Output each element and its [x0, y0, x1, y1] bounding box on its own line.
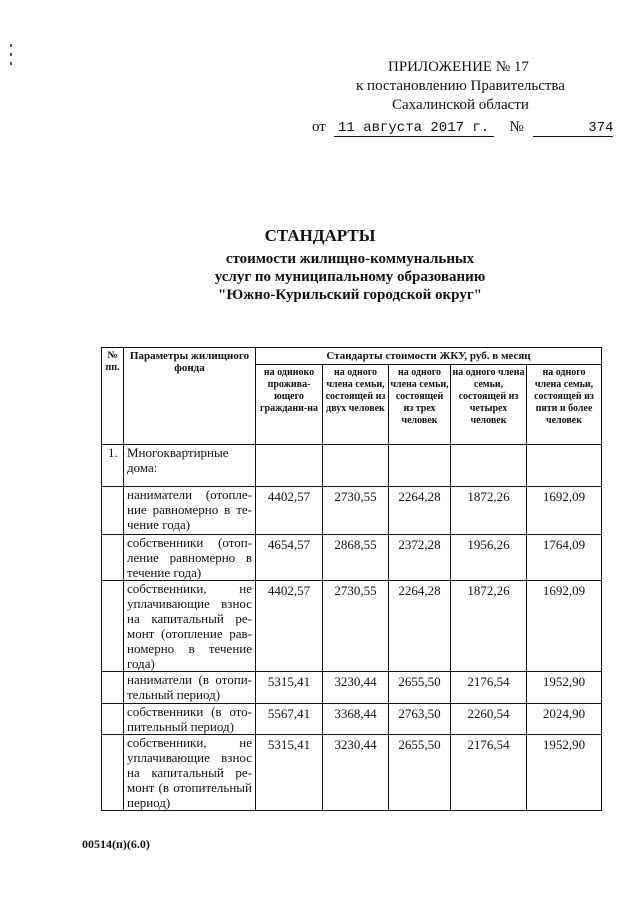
- subheader-single: на одиноко прожива-ющего граждани-на: [256, 365, 323, 445]
- table-row: [102, 581, 602, 672]
- section-label: Многоквартирные дома:: [124, 445, 256, 487]
- value-cell: 1872,26: [451, 487, 527, 535]
- value-cell: 4402,57: [256, 581, 323, 672]
- value-cell: 5315,41: [256, 672, 323, 704]
- subtitle-line-3: "Южно-Курильский городской округ": [218, 287, 482, 303]
- section-row: [102, 445, 602, 487]
- value-cell: 2024,90: [527, 704, 602, 735]
- number-label: №: [509, 119, 524, 135]
- appendix-resolution: к постановлению Правительства: [356, 78, 565, 94]
- value-cell: 1952,90: [527, 735, 602, 811]
- value-cell: 3230,44: [323, 672, 389, 704]
- table-row: [102, 704, 602, 735]
- row-label: собственники, не уплачивающие взнос на капитальный ре-монт (в отопительный период): [124, 735, 256, 811]
- header-num: № пп.: [102, 348, 124, 445]
- subheader-two: на одного члена семьи, состоящей из двух человек: [323, 365, 389, 445]
- value-cell: 4654,57: [256, 535, 323, 581]
- subheader-three: на одного члена семьи, состоящей из трех человек: [389, 365, 451, 445]
- value-cell: 2730,55: [323, 487, 389, 535]
- value-cell: 2264,28: [389, 581, 451, 672]
- appendix-region: Сахалинской области: [392, 97, 529, 113]
- header-params: Параметры жилищного фонда: [124, 348, 256, 445]
- value-cell: 3230,44: [323, 735, 389, 811]
- document-title: СТАНДАРТЫ: [264, 226, 376, 245]
- appendix-number: ПРИЛОЖЕНИЕ № 17: [388, 59, 529, 75]
- value-cell: 2176,54: [451, 672, 527, 704]
- value-cell: 2264,28: [389, 487, 451, 535]
- value-cell: 2260,54: [451, 704, 527, 735]
- document-code: 00514(п)(6.0): [82, 837, 150, 851]
- table-row: [102, 672, 602, 704]
- row-label: собственники (отоп-ление равномерно в течение года): [124, 535, 256, 581]
- value-cell: 3368,44: [323, 704, 389, 735]
- resolution-date-row: [312, 119, 613, 137]
- value-cell: 2763,50: [389, 704, 451, 735]
- subtitle-line-1: стоимости жилищно-коммунальных: [225, 251, 475, 267]
- value-cell: 2372,28: [389, 535, 451, 581]
- value-cell: 1872,26: [451, 581, 527, 672]
- value-cell: 1692,09: [527, 581, 602, 672]
- table-row: [102, 487, 602, 535]
- value-cell: 2176,54: [451, 735, 527, 811]
- value-cell: 1956,26: [451, 535, 527, 581]
- table-row: [102, 735, 602, 811]
- row-label: собственники (в ото-пительный период): [124, 704, 256, 735]
- value-cell: 2655,50: [389, 735, 451, 811]
- section-num: 1.: [102, 445, 124, 487]
- value-cell: 2730,55: [323, 581, 389, 672]
- date-prefix: от: [312, 119, 326, 135]
- margin-marks: [10, 44, 13, 71]
- appendix-header: [330, 58, 600, 115]
- document-subtitle: [0, 250, 640, 304]
- standards-table: [101, 347, 602, 811]
- table-header-row: [102, 348, 602, 365]
- value-cell: 1952,90: [527, 672, 602, 704]
- value-cell: 2655,50: [389, 672, 451, 704]
- subtitle-line-2: услуг по муниципальному образованию: [214, 269, 486, 285]
- value-cell: 1692,09: [527, 487, 602, 535]
- table-row: [102, 535, 602, 581]
- subheader-five: на одного члена семьи, состоящей из пяти и более человек: [527, 365, 602, 445]
- value-cell: 4402,57: [256, 487, 323, 535]
- value-cell: 5315,41: [256, 735, 323, 811]
- row-label: наниматели (отопле-ние равномерно в те-чение года): [124, 487, 256, 535]
- value-cell: 2868,55: [323, 535, 389, 581]
- value-cell: 5567,41: [256, 704, 323, 735]
- resolution-number: 374: [533, 120, 613, 137]
- value-cell: 1764,09: [527, 535, 602, 581]
- subheader-four: на одного члена семьи, состоящей из четырех человек: [451, 365, 527, 445]
- row-label: собственники, не уплачивающие взнос на капитальный ре-монт (отопление рав-номерно в течение года): [124, 581, 256, 672]
- resolution-date: 11 августа 2017 г.: [334, 120, 494, 137]
- row-label: наниматели (в отопи-тельный период): [124, 672, 256, 704]
- header-group: Стандарты стоимости ЖКУ, руб. в месяц: [256, 348, 602, 365]
